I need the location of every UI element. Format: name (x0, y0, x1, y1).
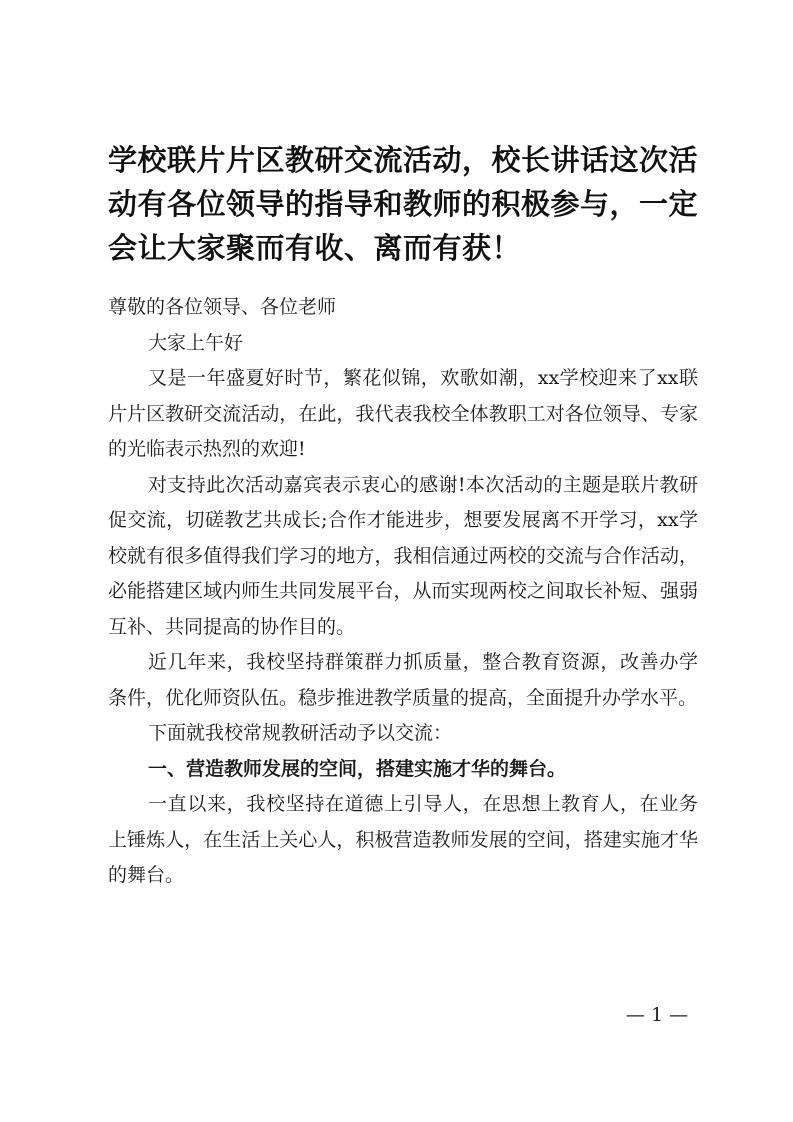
section-heading: 一、营造教师发展的空间，搭建实施才华的舞台。 (148, 757, 567, 780)
document-title: 学校联片片区教研交流活动，校长讲话这次活动有各位领导的指导和教师的积极参与，一定会让大家聚而有收、离而有获！ (108, 143, 699, 265)
paragraph-2: 对支持此次活动嘉宾表示衷心的感谢!本次活动的主题是联片教研促交流，切磋教艺共成长;合作才能进步，想要发展离不开学习，xx学校就有很多值得我们学习的地方，我相信通过两校的交流与合作活动，必能搭建区域内师生共同发展平台，从而实现两校之间取长补短、强弱互补、共同提高的协作目的。 (108, 473, 698, 638)
paragraph-1: 又是一年盛夏好时节，繁花似锦，欢歌如潮，xx学校迎来了xx联片片区教研交流活动，在此，我代表我校全体教职工对各位领导、专家的光临表示热烈的欢迎! (108, 367, 698, 460)
paragraph-3: 近几年来，我校坚持群策群力抓质量，整合教育资源，改善办学条件，优化师资队伍。稳步推进教学质量的提高，全面提升办学水平。 (108, 651, 698, 709)
salutation: 尊敬的各位领导、各位老师 (108, 296, 337, 318)
document-body (108, 290, 698, 894)
greeting: 大家上午好 (148, 331, 244, 354)
page-number: — 1 — (625, 1004, 689, 1026)
paragraph-4: 下面就我校常规教研活动予以交流： (148, 722, 453, 744)
section-paragraph: 一直以来，我校坚持在道德上引导人，在思想上教育人，在业务上锤炼人，在生活上关心人，积极营造教师发展的空间，搭建实施才华的舞台。 (108, 793, 698, 886)
